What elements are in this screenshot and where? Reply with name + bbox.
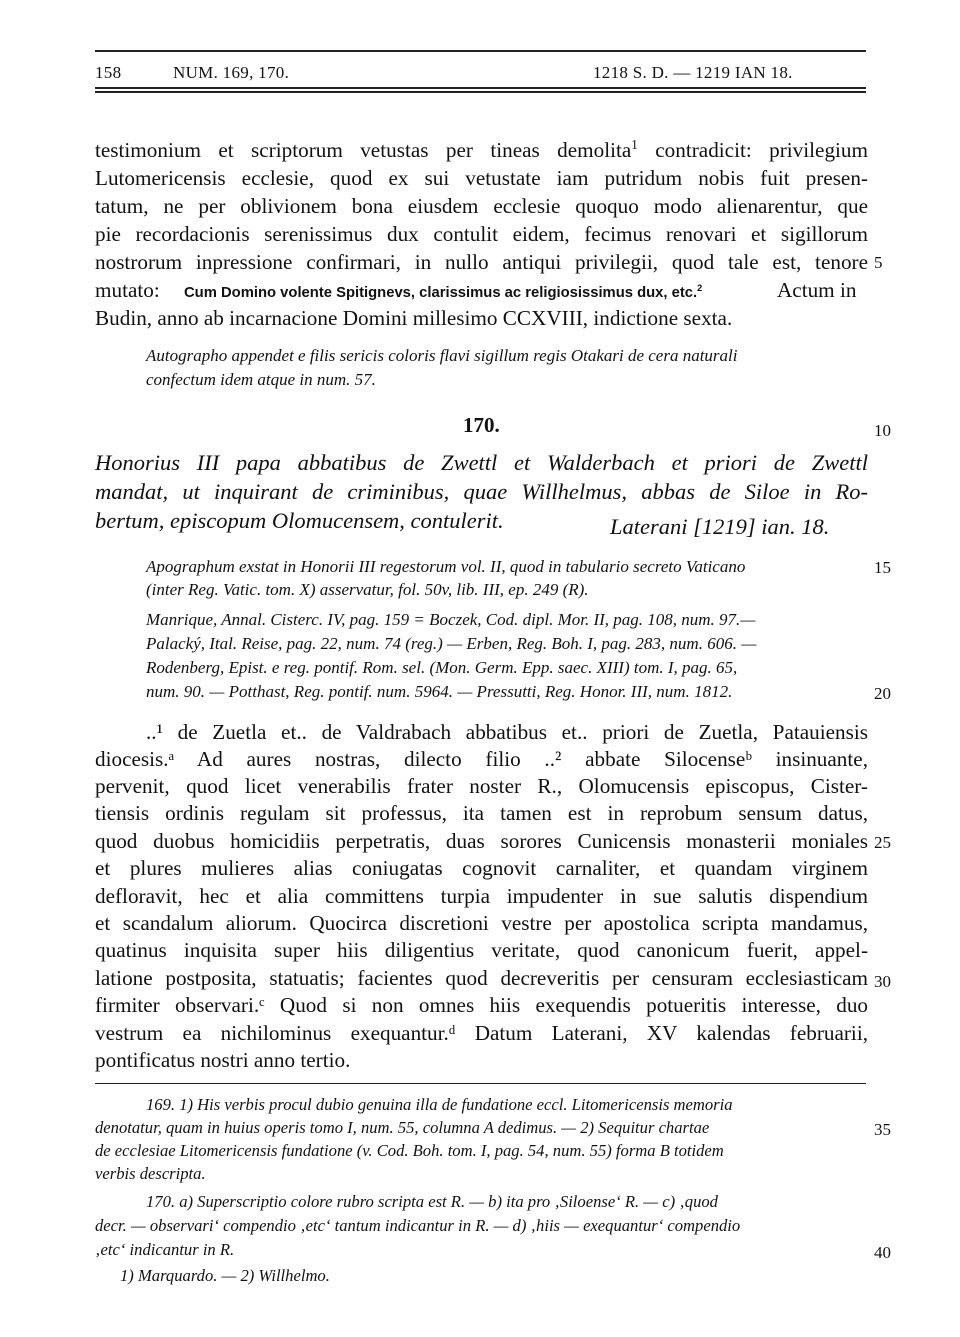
doc170-regest-line-3: bertum, episcopum Olomucensem, contulerit. <box>95 508 504 533</box>
doc170-text-line-12: vestrum ea nichilominus exequantur.ᵈ Datum Laterani, XV kalendas februarii, <box>95 1021 868 1045</box>
doc169-line-5: nostrorum inpressione confirmari, in nullo antiqui privilegii, quod tale est, tenore <box>95 250 868 274</box>
doc169-actum: Actum in <box>777 278 857 302</box>
doc170-text-line-4: tiensis ordinis regulam sit professus, ita tamen est in reprobum sensum datus, <box>95 801 868 825</box>
line-number-20: 20 <box>874 684 891 703</box>
footnote-rule <box>95 1083 866 1084</box>
doc169-line-1: testimonium et scriptorum vetustas per tineas demolita$^1$ contradicit: privilegium <box>95 136 868 162</box>
doc169-note-line-1: Autographo appendet e filis sericis coloris flavi sigillum regis Otakari de cera naturali <box>146 346 738 365</box>
doc170-text-line-2: diocesis.ᵃ Ad aures nostras, dilecto filio ..² abbate Silocenseᵇ insinuante, <box>95 747 868 771</box>
doc170-literature-line-1: Manrique, Annal. Cisterc. IV, pag. 159 = Boczek, Cod. dipl. Mor. II, pag. 108, num. 97.— <box>146 610 756 629</box>
doc170-regest-line-1: Honorius III papa abbatibus de Zwettl et Walderbach et priori de Zwettl <box>95 450 868 475</box>
doc170-number: 170. <box>463 413 500 437</box>
footnote-170-line-2: decr. — observari‘ compendio ‚etc‘ tantum indicantur in R. — d) ‚hiis — exequantur‘ compendio <box>95 1216 741 1235</box>
doc170-text-line-5: quod duobus homicidiis perpetratis, duas sorores Cunicensis monasterii moniales <box>95 829 868 853</box>
doc170-regest-line-2: mandat, ut inquirant de criminibus, quae Willhelmus, abbas de Siloe in Ro- <box>95 479 868 504</box>
header-num-label: NUM. 169, 170. <box>173 63 290 82</box>
line-number-5: 5 <box>874 253 883 272</box>
page-number: 158 <box>95 63 122 82</box>
line-number-35: 35 <box>874 1120 891 1139</box>
doc169-line-4: pie recordacionis serenissimus dux contulit eidem, fecimus renovari et sigillorum <box>95 222 868 246</box>
doc170-text-line-13: pontificatus nostri anno tertio. <box>95 1048 351 1072</box>
header-date-range: 1218 S. D. — 1219 IAN 18. <box>593 63 793 82</box>
line-number-10: 10 <box>874 421 891 440</box>
doc170-text-line-10: latione postposita, statuatis; facientes quod decreveritis per censuram ecclesiasticam <box>95 966 868 990</box>
line-number-15: 15 <box>874 558 891 577</box>
doc170-literature-line-2: Palacký, Ital. Reise, pag. 22, num. 74 (reg.) — Erben, Reg. Boh. I, pag. 283, num. 606. — <box>146 634 757 653</box>
doc170-text-line-3: pervenit, quod licet venerabilis frater noster R., Olomucensis episcopus, Cister- <box>95 774 868 798</box>
doc170-text-line-1: ..¹ de Zuetla et.. de Valdrabach abbatibus et.. priori de Zuetla, Patauiensis <box>146 720 868 744</box>
doc169-note-line-2: confectum idem atque in num. 57. <box>146 370 376 389</box>
header-top-rule <box>95 50 866 52</box>
doc170-date-place: Laterani [1219] ian. 18. <box>610 514 830 539</box>
line-number-30: 30 <box>874 972 891 991</box>
line-number-25: 25 <box>874 833 891 852</box>
doc170-literature-line-4: num. 90. — Potthast, Reg. pontif. num. 5964. — Pressutti, Reg. Honor. III, num. 1812. <box>146 682 733 701</box>
doc169-line-3: tatum, ne per oblivionem bona eiusdem ecclesie quoquo modo alienarentur, que <box>95 194 868 218</box>
doc169-mutato: mutato: <box>95 278 160 302</box>
footnote-170-line-3: ‚etc‘ indicantur in R. <box>95 1240 235 1259</box>
doc170-literature-line-3: Rodenberg, Epist. e reg. pontif. Rom. sel. (Mon. Germ. Epp. saec. XIII) tom. I, pag. 65, <box>146 658 738 677</box>
doc170-text-line-7: defloravit, hec et alia committens turpia impudenter in sue salutis dispendium <box>95 884 868 908</box>
footnote-169-line-3: de ecclesiae Litomericensis fundatione (v. Cod. Boh. tom. I, pag. 54, num. 55) forma B totidem <box>95 1141 724 1160</box>
header-double-rule-2 <box>95 91 866 93</box>
doc170-source-line-1: Apographum exstat in Honorii III regestorum vol. II, quod in tabulario secreto Vaticano <box>146 557 746 576</box>
doc170-text-line-11: firmiter observari.ᶜ Quod si non omnes hiis exequendis potueritis interesse, duo <box>95 993 868 1017</box>
footnote-169-line-1: 169. 1) His verbis procul dubio genuina illa de fundatione eccl. Litomericensis memoria <box>146 1095 733 1114</box>
footnote-170-line-1: 170. a) Superscriptio colore rubro scripta est R. — b) ita pro ‚Siloense‘ R. — c) ‚quod <box>146 1192 718 1211</box>
header-double-rule-1 <box>95 87 866 89</box>
doc170-text-line-8: et scandalum aliorum. Quocirca discretioni vestre per apostolica scripta mandamus, <box>95 911 868 935</box>
doc169-line-2: Lutomericensis ecclesie, quod ex sui vetustate iam putridum nobis fuit presen- <box>95 166 868 190</box>
doc170-text-line-6: et plures mulieres alias coniugatas cognovit carnaliter, et quandam virginem <box>95 856 868 880</box>
doc169-last-line: Budin, anno ab incarnacione Domini millesimo CCXVIII, indictione sexta. <box>95 306 733 330</box>
line-number-40: 40 <box>874 1243 891 1262</box>
doc170-text-line-9: quatinus inquisita super hiis diligentius veritate, quod canonicum fuerit, appel- <box>95 938 868 962</box>
footnote-170-names: 1) Marquardo. — 2) Willhelmo. <box>120 1266 330 1285</box>
doc169-inserted-text: Cum Domino volente Spitignevs, clarissimus ac religiosissimus dux, etc.$^2$ <box>184 283 703 301</box>
footnote-169-line-2: denotatur, quam in huius operis tomo I, num. 55, columna A dedimus. — 2) Sequitur chartae <box>95 1118 710 1137</box>
doc170-source-line-2: (inter Reg. Vatic. tom. X) asservatur, fol. 50v, lib. III, ep. 249 (R). <box>146 580 589 599</box>
footnote-169-line-4: verbis descripta. <box>95 1164 206 1183</box>
